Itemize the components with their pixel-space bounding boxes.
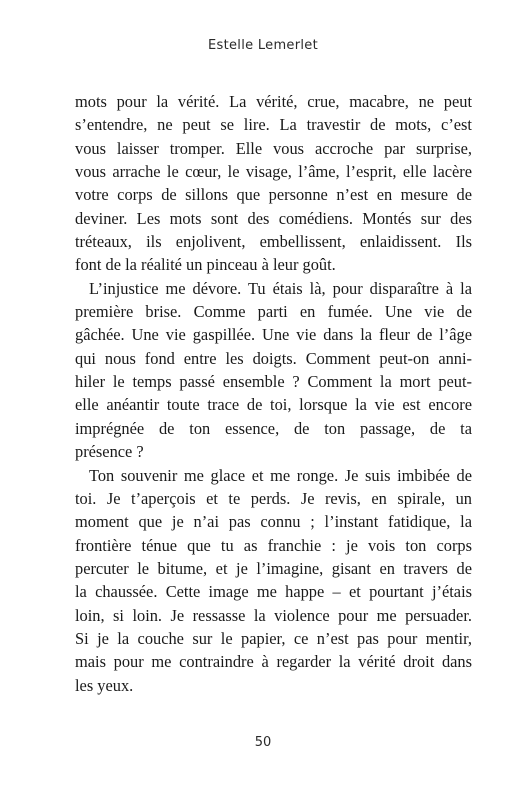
text-line: vous arrache le cœur, le visage, l’âme, l’esprit, elle lacère [75,162,472,182]
text-line: s’entendre, ne peut se lire. La travestir de mots, c’est [75,115,472,135]
text-line: imprégnée de ton essence, de ton passage, de ta [75,418,472,438]
text-line: la chaussée. Cette image me happe – et pourtant j’étais [75,582,472,602]
page-number: 50 [254,735,272,750]
text-line: vous laisser tromper. Elle vous accroche par surprise, [75,138,472,158]
text-line: tréteaux, ils enjolivent, embellissent, enlaidissent. Ils [75,232,472,252]
paragraph [75,90,472,277]
text-line: elle anéantir toute trace de toi, lorsque la vie est encore [75,395,472,415]
text-line: mots pour la vérité. La vérité, crue, macabre, ne peut [75,92,472,111]
text-line: gâchée. Une vie gaspillée. Une vie dans la fleur de l’âge [75,325,472,345]
text-line: Si je la couche sur le papier, ce n’est pas pour mentir, [75,628,472,648]
text-line: toi. Je t’aperçois et te perds. Je revis, en spirale, un [75,488,472,508]
text-line: votre corps de sillons que personne n’est en mesure de [75,185,472,205]
text-line: frontière ténue que tu as franchie : je vois ton corps [75,535,472,555]
paragraph [75,464,472,697]
running-header-author: Estelle Lemerlet [208,38,318,53]
text-line: mais pour me contraindre à regarder la vérité droit dans [75,652,472,672]
text-line: qui nous fond entre les doigts. Comment peut-on anni- [75,348,472,368]
text-line: Ton souvenir me glace et me ronge. Je suis imbibée de [89,465,472,485]
text-line: les yeux. [75,675,134,695]
text-line: loin, si loin. Je ressasse la violence pour me persuader. [75,605,472,625]
text-line: hiler le temps passé ensemble ? Comment la mort peut- [75,372,472,392]
body-text [75,90,472,697]
text-line: deviner. Les mots sont des comédiens. Montés sur des [75,208,472,228]
text-line: font de la réalité un pinceau à leur goût. [75,255,336,275]
text-line: percuter le bitume, et je l’imagine, gisant en travers de [75,558,472,578]
paragraph [75,277,472,464]
text-line: L’injustice me dévore. Tu étais là, pour disparaître à la [89,278,472,298]
text-line: moment que je n’ai pas connu ; l’instant fatidique, la [75,512,472,532]
text-line: première brise. Comme parti en fumée. Une vie de [75,302,472,322]
text-line: présence ? [75,442,144,462]
